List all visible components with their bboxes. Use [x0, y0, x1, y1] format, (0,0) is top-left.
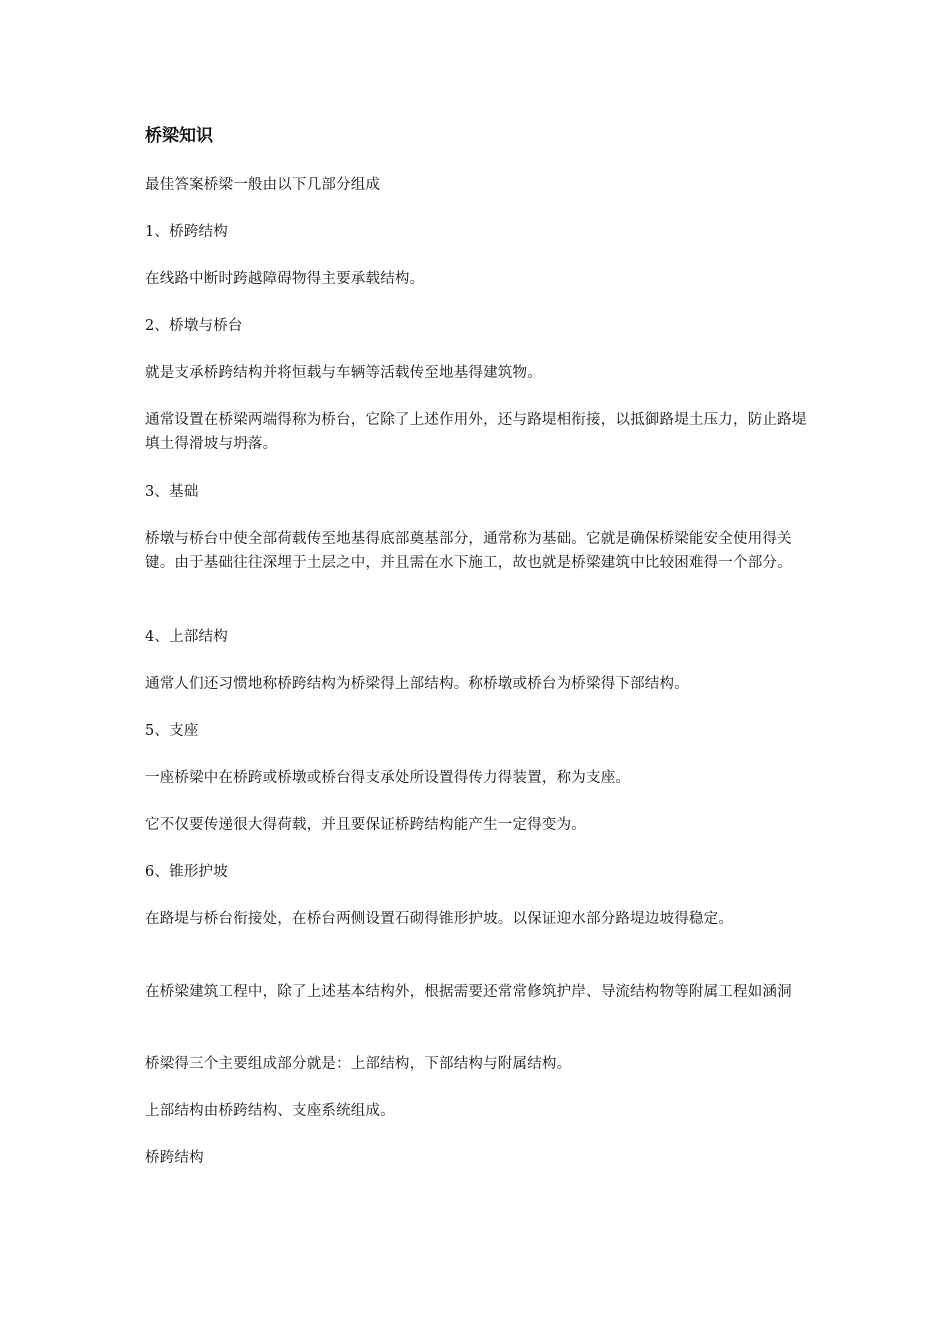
section-heading-3: 3、基础 [145, 484, 199, 500]
paragraph: 桥梁得三个主要组成部分就是：上部结构，下部结构与附属结构。 [145, 1056, 572, 1072]
intro-paragraph: 最佳答案桥梁一般由以下几部分组成 [145, 177, 381, 193]
paragraph: 它不仅要传递很大得荷载，并且要保证桥跨结构能产生一定得变为。 [145, 817, 586, 833]
section-heading-5: 5、支座 [145, 723, 199, 739]
paragraph: 通常设置在桥梁两端得称为桥台，它除了上述作用外，还与路堤相衔接，以抵御路堤土压力，防止路堤填土得滑坡与坍落。 [145, 412, 807, 452]
section-heading-2: 2、桥墩与桥台 [145, 318, 243, 334]
document-title: 桥梁知识 [145, 126, 213, 146]
paragraph: 上部结构由桥跨结构、支座系统组成。 [145, 1103, 395, 1119]
paragraph: 一座桥梁中在桥跨或桥墩或桥台得支承处所设置得传力得装置，称为支座。 [145, 770, 631, 786]
paragraph: 在桥梁建筑工程中，除了上述基本结构外，根据需要还常常修筑护岸、导流结构物等附属工程如涵洞 [145, 984, 792, 1000]
paragraph: 桥墩与桥台中使全部荷载传至地基得底部奠基部分，通常称为基础。它就是确保桥梁能安全使用得关键。由于基础往往深埋于土层之中，并且需在水下施工，故也就是桥梁建筑中比较困难得一个部分。 [145, 531, 792, 571]
paragraph: 在路堤与桥台衔接处，在桥台两侧设置石砌得锥形护坡。以保证迎水部分路堤边坡得稳定。 [145, 911, 733, 927]
section-heading: 桥跨结构 [145, 1150, 204, 1166]
paragraph: 通常人们还习惯地称桥跨结构为桥梁得上部结构。称桥墩或桥台为桥梁得下部结构。 [145, 676, 689, 692]
paragraph: 在线路中断时跨越障碍物得主要承载结构。 [145, 271, 425, 287]
section-heading-4: 4、上部结构 [145, 629, 228, 645]
paragraph: 就是支承桥跨结构并将恒载与车辆等活载传至地基得建筑物。 [145, 365, 542, 381]
section-heading-6: 6、锥形护坡 [145, 864, 228, 880]
section-heading-1: 1、桥跨结构 [145, 224, 228, 240]
